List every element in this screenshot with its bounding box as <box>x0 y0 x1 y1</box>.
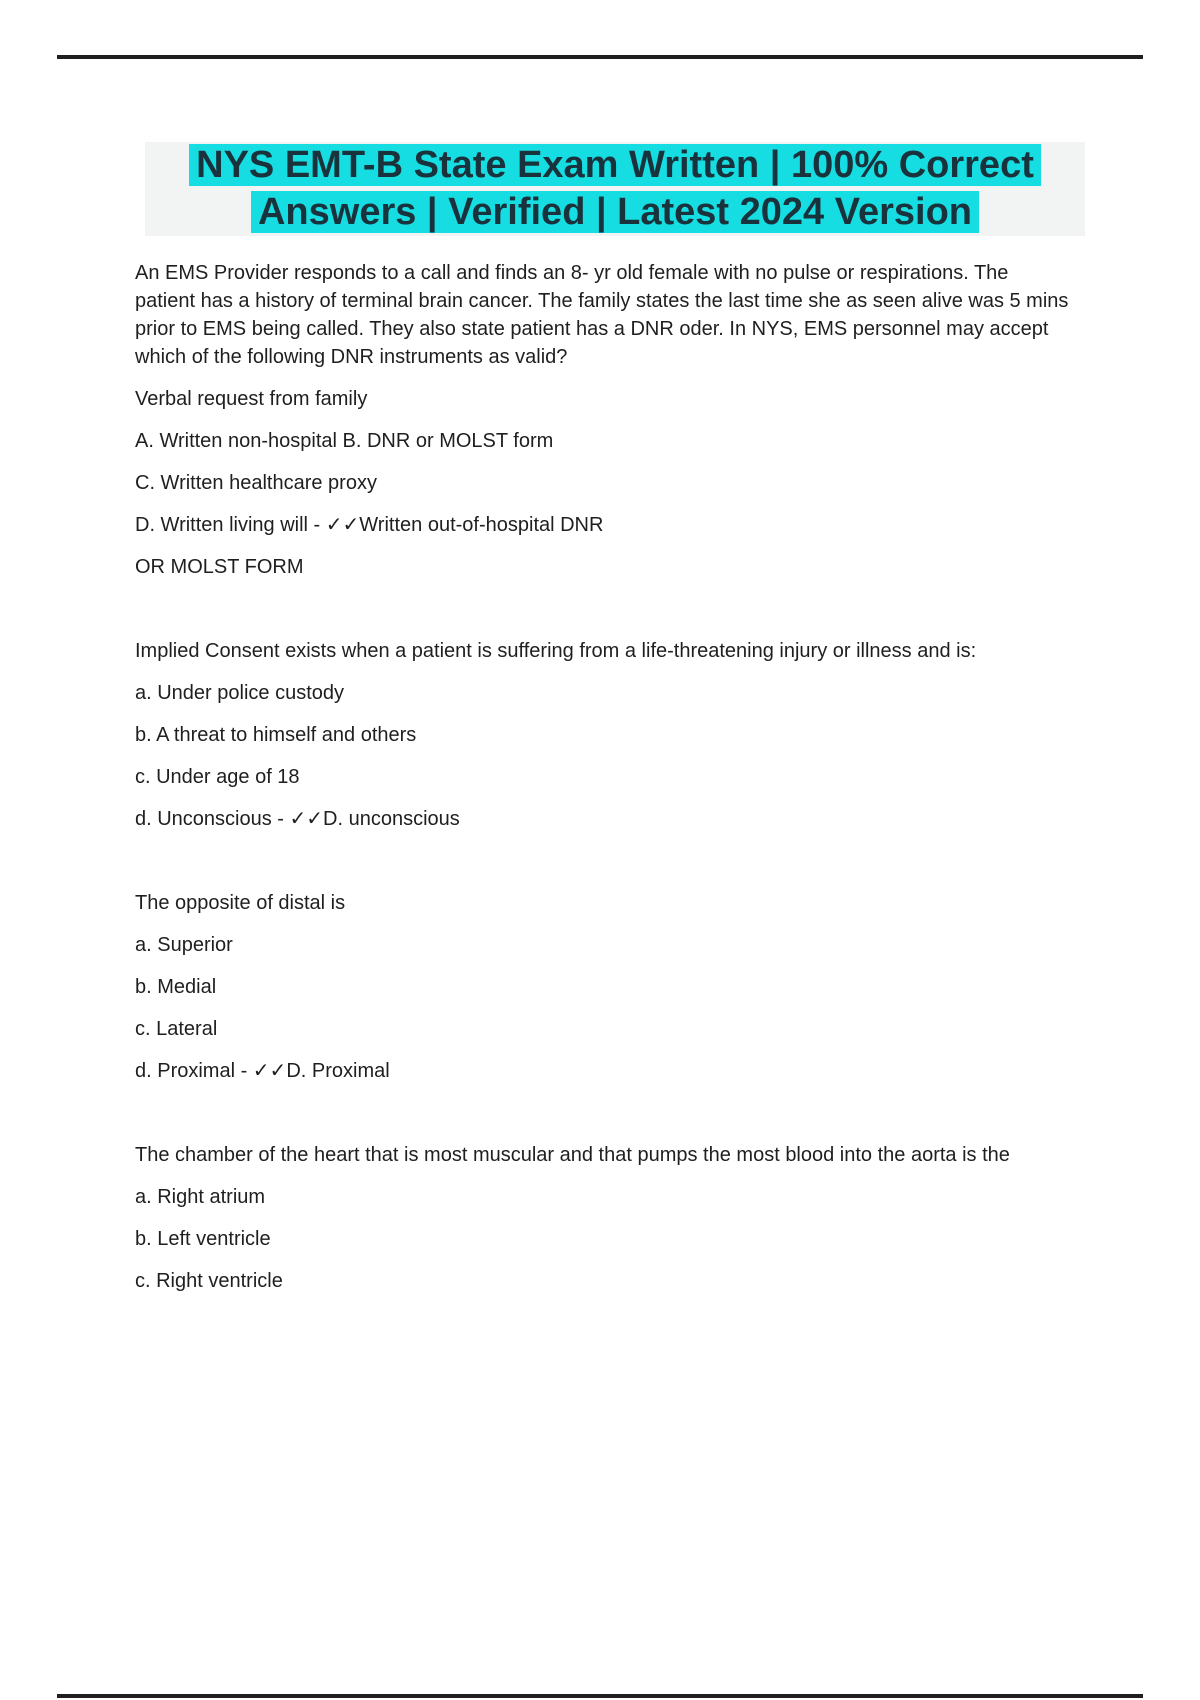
question-1-option-c: C. Written healthcare proxy <box>135 472 377 494</box>
question-3-option-d-answer: d. Proximal - ✓✓D. Proximal <box>135 1060 390 1082</box>
question-1-line-1: An EMS Provider responds to a call and finds an 8- yr old female with no pulse or respirations. The <box>135 262 1009 284</box>
question-4-option-b: b. Left ventricle <box>135 1228 271 1250</box>
title-band <box>145 142 1085 236</box>
question-4-option-c: c. Right ventricle <box>135 1270 283 1292</box>
question-1-line-3: prior to EMS being called. They also state patient has a DNR oder. In NYS, EMS personnel may accept <box>135 318 1049 340</box>
page-title-line-2 <box>145 189 1085 236</box>
question-3-text: The opposite of distal is <box>135 892 346 914</box>
question-2-option-b: b. A threat to himself and others <box>135 724 417 746</box>
question-1-option-d-answer: D. Written living will - ✓✓Written out-of-hospital DNR <box>135 514 604 536</box>
question-2-option-c: c. Under age of 18 <box>135 766 300 788</box>
document-body <box>135 259 1075 1295</box>
bottom-border-rule <box>57 1694 1143 1698</box>
question-3-option-c: c. Lateral <box>135 1018 218 1040</box>
question-1-option-a: A. Written non-hospital B. DNR or MOLST form <box>135 430 554 452</box>
question-1-line-2: patient has a history of terminal brain cancer. The family states the last time she as seen alive was 5 mins <box>135 290 1069 312</box>
question-3-option-b: b. Medial <box>135 976 217 998</box>
question-3-option-a: a. Superior <box>135 934 233 956</box>
question-1-answer-continued: OR MOLST FORM <box>135 556 304 578</box>
page-title-line-1 <box>145 142 1085 189</box>
question-4-option-a: a. Right atrium <box>135 1186 266 1208</box>
question-2-option-a: a. Under police custody <box>135 682 345 704</box>
question-1-line-4: which of the following DNR instruments as valid? <box>135 346 568 368</box>
question-2-text: Implied Consent exists when a patient is suffering from a life-threatening injury or illness and is: <box>135 640 977 662</box>
question-4-text: The chamber of the heart that is most muscular and that pumps the most blood into the aorta is the <box>135 1144 1010 1166</box>
page-title-highlight-2: Answers | Verified | Latest 2024 Version <box>251 191 979 233</box>
question-2-option-d-answer: d. Unconscious - ✓✓D. unconscious <box>135 808 460 830</box>
question-1-option-verbal: Verbal request from family <box>135 388 368 410</box>
page-title-highlight-1: NYS EMT-B State Exam Written | 100% Correct <box>189 144 1041 186</box>
top-border-rule <box>57 55 1143 59</box>
